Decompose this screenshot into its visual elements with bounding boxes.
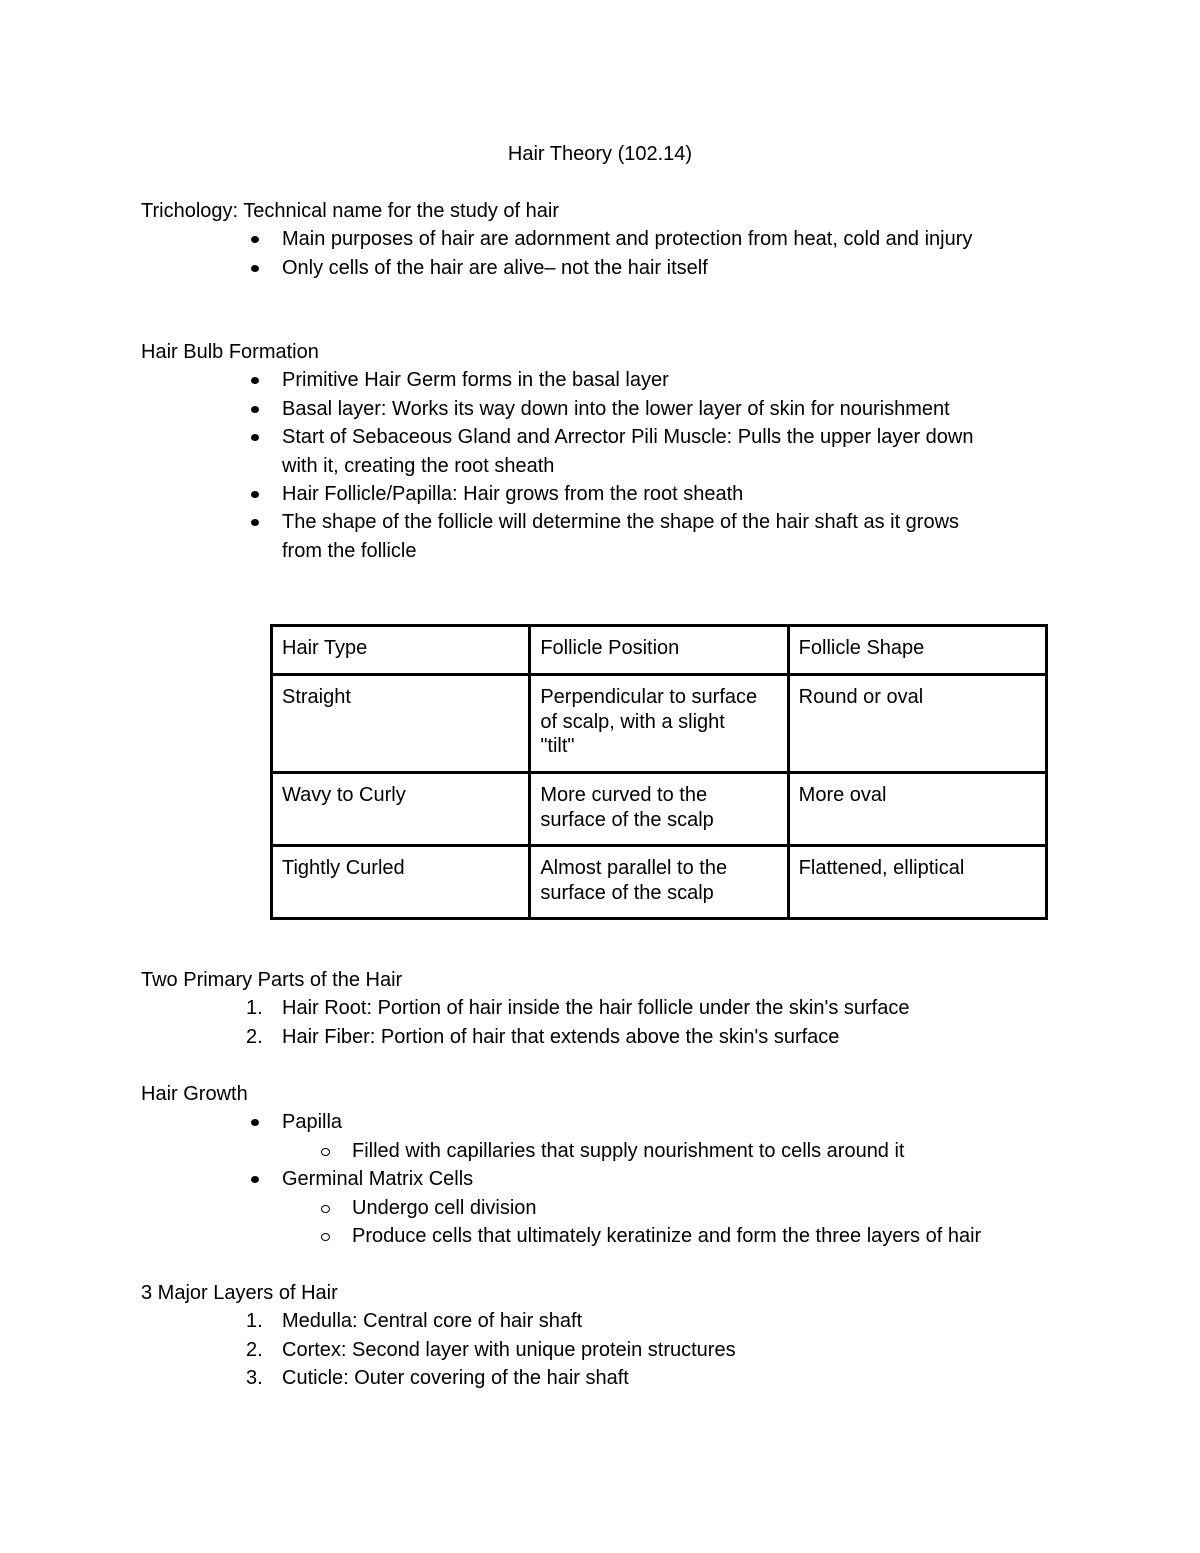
table-row: [272, 773, 1047, 846]
bulb-formation-heading: Hair Bulb Formation: [141, 341, 319, 363]
primary-parts-list: [141, 994, 1051, 1051]
hair-growth-list: [141, 1108, 1051, 1250]
bullet-icon: [251, 434, 259, 441]
list-number: 2.: [246, 1338, 263, 1361]
list-item-continuation: with it, creating the root sheath: [282, 454, 555, 477]
major-layers-section: [141, 1279, 1051, 1393]
list-item: Primitive Hair Germ forms in the basal layer: [141, 366, 1051, 394]
bullet-icon: [251, 491, 259, 498]
table-cell: Wavy to Curly: [272, 773, 530, 846]
list-item: The shape of the follicle will determine the shape of the hair shaft as it grows: [141, 508, 1051, 536]
table-cell: Tightly Curled: [272, 846, 530, 919]
list-item: 3. Cuticle: Outer covering of the hair shaft: [141, 1364, 1051, 1392]
bullet-icon: [251, 236, 259, 243]
page-title: Hair Theory (102.14): [507, 143, 693, 165]
list-item: 2. Hair Fiber: Portion of hair that extends above the skin's surface: [141, 1023, 1051, 1051]
sub-list-item: Undergo cell division: [141, 1194, 1051, 1222]
bullet-icon: [251, 1119, 259, 1126]
list-item: Hair Follicle/Papilla: Hair grows from the root sheath: [141, 480, 1051, 508]
bullet-icon: [251, 1176, 259, 1183]
list-number: 1.: [246, 1310, 263, 1333]
table-header-cell: Hair Type: [272, 626, 530, 675]
list-item: Germinal Matrix Cells: [141, 1165, 1051, 1193]
list-item: 1. Hair Root: Portion of hair inside the hair follicle under the skin's surface: [141, 994, 1051, 1022]
table-header-row: [272, 626, 1047, 675]
list-item: 2. Cortex: Second layer with unique protein structures: [141, 1336, 1051, 1364]
hollow-bullet-icon: [321, 1205, 330, 1213]
list-item: Start of Sebaceous Gland and Arrector Pili Muscle: Pulls the upper layer down: [141, 423, 1051, 451]
bulb-formation-list: [141, 366, 1051, 565]
bulb-formation-section: [141, 338, 1051, 565]
list-item: Only cells of the hair are alive– not the hair itself: [141, 254, 1051, 282]
sub-list-item: Filled with capillaries that supply nourishment to cells around it: [141, 1137, 1051, 1165]
table-cell: Perpendicular to surface of scalp, with a slight "tilt": [530, 675, 788, 773]
trichology-list: [141, 225, 1051, 282]
major-layers-list: [141, 1307, 1051, 1392]
bullet-icon: [251, 265, 259, 272]
table-cell: More curved to the surface of the scalp: [530, 773, 788, 846]
table-cell: Straight: [272, 675, 530, 773]
table-cell: Almost parallel to the surface of the scalp: [530, 846, 788, 919]
bullet-icon: [251, 406, 259, 413]
hair-growth-section: [141, 1080, 1051, 1250]
primary-parts-heading: Two Primary Parts of the Hair: [141, 969, 403, 991]
major-layers-heading: 3 Major Layers of Hair: [141, 1282, 338, 1304]
list-number: 3.: [246, 1367, 263, 1390]
table-header-cell: Follicle Shape: [788, 626, 1046, 675]
hair-type-table: [270, 624, 1048, 920]
primary-parts-section: [141, 966, 1051, 1051]
list-item-continuation: from the follicle: [282, 539, 417, 562]
list-item: Main purposes of hair are adornment and protection from heat, cold and injury: [141, 225, 1051, 253]
bullet-icon: [251, 377, 259, 384]
table-header-cell: Follicle Position: [530, 626, 788, 675]
list-number: 1.: [246, 997, 263, 1020]
list-item: 1. Medulla: Central core of hair shaft: [141, 1307, 1051, 1335]
hollow-bullet-icon: [321, 1233, 330, 1241]
table-row: [272, 846, 1047, 919]
table-cell: Round or oval: [788, 675, 1046, 773]
sub-list-item: Produce cells that ultimately keratinize and form the three layers of hair: [141, 1222, 1051, 1250]
trichology-section: [141, 197, 1051, 282]
list-item: Basal layer: Works its way down into the lower layer of skin for nourishment: [141, 395, 1051, 423]
table-row: [272, 675, 1047, 773]
table-cell: Flattened, elliptical: [788, 846, 1046, 919]
list-item: Papilla: [141, 1108, 1051, 1136]
bullet-icon: [251, 519, 259, 526]
list-number: 2.: [246, 1025, 263, 1048]
hair-growth-heading: Hair Growth: [141, 1083, 248, 1105]
trichology-heading: Trichology: Technical name for the study of hair: [141, 200, 559, 222]
table-cell: More oval: [788, 773, 1046, 846]
hollow-bullet-icon: [321, 1148, 330, 1156]
